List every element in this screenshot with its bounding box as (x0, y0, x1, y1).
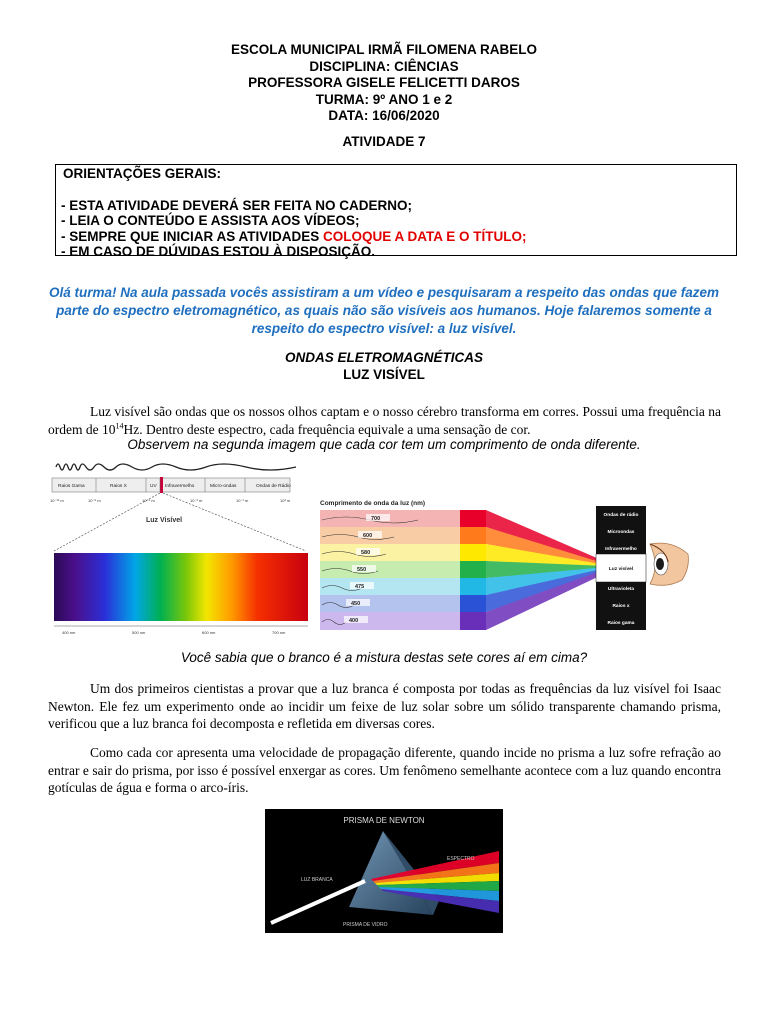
wavelength-value: 580 (361, 550, 371, 556)
wavelength-value: 475 (355, 584, 365, 590)
nm-tick-label: 600 nm (202, 630, 216, 635)
activity-title: ATIVIDADE 7 (342, 134, 426, 149)
wavelength-value: 550 (357, 567, 367, 573)
spectrum-label: ESPECTRO (447, 856, 475, 862)
guideline-highlight: COLOQUE A DATA E O TÍTULO; (323, 228, 527, 244)
wavelength-figure (316, 496, 692, 634)
paragraph-text: Um dos primeiros cientistas a provar que a luz branca é composta por todas as frequências da luz visível foi Isaac Newton. Ele fez um experimento onde ao incidir um feixe de luz solar sobre um sólido transparente chamando prisma, verificou que a luz branca foi decomposta e refletida em diversas cores. (48, 681, 721, 731)
band-label: Ondas de Rádio (256, 484, 291, 489)
date-line: DATA: 16/06/2020 (328, 108, 440, 123)
spectrum-label: Microondas (607, 530, 635, 535)
spectrum-label: Ultravioleta (607, 587, 635, 592)
paragraph-visible-light (48, 403, 721, 438)
band-label: Raios X (110, 484, 127, 489)
wavelength-value: 700 (371, 516, 381, 522)
band-label: Infravermelho (165, 484, 195, 489)
nm-tick-label: 500 nm (132, 630, 146, 635)
subject-line: DISCIPLINA: CIÊNCIAS (309, 58, 459, 74)
document-header (0, 42, 768, 125)
scale-label: 10⁻³ m (190, 498, 203, 503)
paragraph-refraction (48, 744, 721, 797)
paragraph-text: Hz. Dentro deste espectro, cada frequência equivale a uma sensação de cor. (123, 421, 531, 437)
band-label: UV (150, 484, 157, 489)
section-title: ONDAS ELETROMAGNÉTICAS (284, 350, 483, 365)
school-name: ESCOLA MUNICIPAL IRMÃ FILOMENA RABELO (231, 42, 537, 57)
glass-label: PRISMA DE VIDRO (343, 922, 388, 928)
spectrum-label: Raios x (612, 604, 630, 609)
scale-label: 10³ m (280, 498, 291, 503)
guidelines-box (55, 164, 737, 259)
wavelength-value: 600 (363, 533, 373, 539)
nm-tick-label: 400 nm (62, 630, 76, 635)
section-heading (0, 350, 768, 383)
guideline-item: - EM CASO DE DÚVIDAS ESTOU À DISPOSIÇÃO. (61, 244, 376, 259)
white-light-label: LUZ BRANCA (301, 877, 333, 883)
wavelength-title: Comprimento de onda da luz (nm) (320, 500, 426, 507)
guidelines-heading: ORIENTAÇÕES GERAIS: (63, 166, 222, 181)
scale-label: 10⁻¹² m (50, 498, 64, 503)
class-line: TURMA: 9º ANO 1 e 2 (315, 91, 453, 107)
scale-label: 10⁻⁶ m (142, 498, 155, 503)
paragraph-text: Luz visível são ondas que os nossos olhos captam e o nosso cérebro transforma em corres. Possui uma frequência na ordem de 10 (48, 404, 721, 437)
question-text: Você sabia que o branco é a mistura destas sete cores aí em cima? (180, 650, 588, 665)
scale-label: 10⁻¹ m (236, 498, 249, 503)
prism-title: PRISMA DE NEWTON (343, 816, 425, 825)
guideline-item: - ESTA ATIVIDADE DEVERÁ SER FEITA NO CADERNO; (61, 197, 413, 213)
exponent: 14 (115, 421, 124, 430)
spectrum-label: Infravermelho (605, 547, 637, 552)
newton-prism-figure (265, 809, 503, 933)
paragraph-newton (48, 680, 721, 733)
wavelength-value: 400 (349, 618, 359, 624)
visible-spectrum-bar (54, 553, 308, 621)
guideline-item: - LEIA O CONTEÚDO E ASSISTA AOS VÍDEOS; (61, 213, 360, 228)
guideline-item (61, 229, 731, 245)
observe-note: Observem na segunda imagem que cada cor tem um comprimento de onda diferente. (127, 437, 641, 452)
band-label: Raios Gama (58, 484, 85, 489)
eye-icon (650, 543, 688, 585)
band-label: Micro-ondas (210, 484, 237, 489)
scale-label: 10⁻⁸ m (88, 498, 101, 503)
spectrum-label: Luz visível (608, 567, 634, 572)
zoom-label: Luz Visível (146, 517, 183, 524)
wavelength-rows (320, 510, 486, 630)
nm-tick-label: 700 nm (272, 630, 286, 635)
intro-text: Olá turma! Na aula passada vocês assistiram a um vídeo e pesquisaram a respeito das ondas que fazem parte do espectro eletromagnético, as quais não são visíveis aos humanos. Hoje falaremos somente a respeito do espectro visível: a luz visível. (48, 285, 720, 336)
spectrum-label: Raios gama (607, 621, 635, 626)
teacher-line: PROFESSORA GISELE FELICETTI DAROS (248, 75, 520, 90)
guideline-item-text: - SEMPRE QUE INICIAR AS ATIVIDADES (61, 228, 324, 244)
em-spectrum-figure (50, 458, 312, 638)
wavelength-value: 450 (351, 601, 361, 607)
wave-icon (56, 464, 296, 470)
spectrum-label: Ondas de rádio (603, 513, 639, 518)
paragraph-text: Como cada cor apresenta uma velocidade de propagação diferente, quando incide no prisma a luz sofre refração ao entrar e sair do prisma, por isso é possível enxergar as cores. Um fenômeno semelhante acontece com a luz quando encontra gotículas de água e forma o arco-íris. (48, 745, 721, 795)
section-subtitle: LUZ VISÍVEL (343, 366, 425, 382)
